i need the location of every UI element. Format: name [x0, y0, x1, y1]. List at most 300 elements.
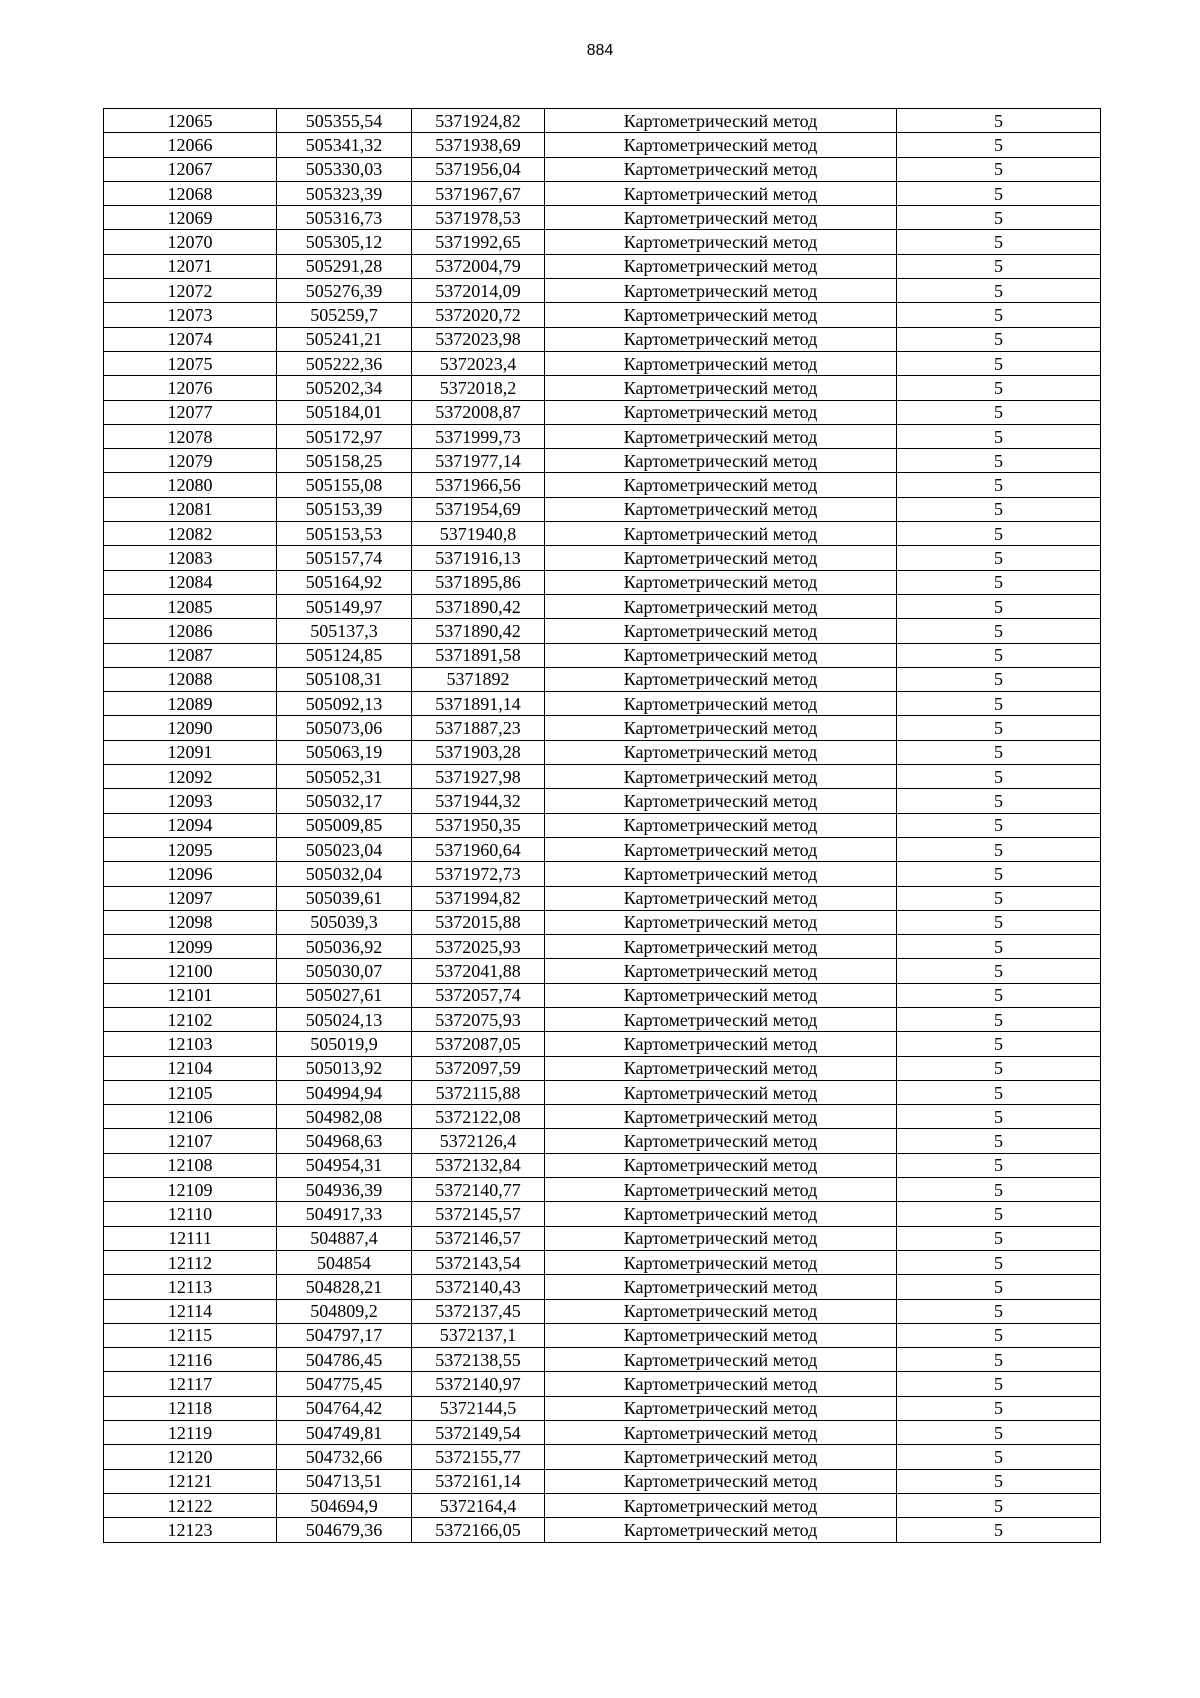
method-cell: Картометрический метод: [545, 959, 897, 983]
precision-cell: 5: [897, 109, 1101, 133]
precision-cell: 5: [897, 376, 1101, 400]
precision-cell: 5: [897, 959, 1101, 983]
precision-cell: 5: [897, 716, 1101, 740]
point-number-cell: 12095: [104, 837, 277, 861]
point-number-cell: 12118: [104, 1396, 277, 1420]
y-coordinate-cell: 5372041,88: [412, 959, 545, 983]
point-number-cell: 12104: [104, 1056, 277, 1080]
table-row: [104, 279, 1101, 303]
y-coordinate-cell: 5371966,56: [412, 473, 545, 497]
point-number-cell: 12083: [104, 546, 277, 570]
y-coordinate-cell: 5372087,05: [412, 1032, 545, 1056]
precision-cell: 5: [897, 570, 1101, 594]
precision-cell: 5: [897, 522, 1101, 546]
method-cell: Картометрический метод: [545, 886, 897, 910]
precision-cell: 5: [897, 1056, 1101, 1080]
table-row: [104, 740, 1101, 764]
x-coordinate-cell: 505024,13: [277, 1007, 412, 1031]
x-coordinate-cell: 504764,42: [277, 1396, 412, 1420]
precision-cell: 5: [897, 133, 1101, 157]
table-row: [104, 1299, 1101, 1323]
x-coordinate-cell: 505291,28: [277, 254, 412, 278]
x-coordinate-cell: 505316,73: [277, 206, 412, 230]
y-coordinate-cell: 5371938,69: [412, 133, 545, 157]
precision-cell: 5: [897, 230, 1101, 254]
table-row: [104, 1421, 1101, 1445]
method-cell: Картометрический метод: [545, 1105, 897, 1129]
precision-cell: 5: [897, 813, 1101, 837]
y-coordinate-cell: 5371892: [412, 667, 545, 691]
y-coordinate-cell: 5371940,8: [412, 522, 545, 546]
point-number-cell: 12074: [104, 327, 277, 351]
point-number-cell: 12075: [104, 351, 277, 375]
point-number-cell: 12093: [104, 789, 277, 813]
method-cell: Картометрический метод: [545, 813, 897, 837]
y-coordinate-cell: 5372155,77: [412, 1445, 545, 1469]
method-cell: Картометрический метод: [545, 765, 897, 789]
table-row: [104, 327, 1101, 351]
x-coordinate-cell: 504797,17: [277, 1323, 412, 1347]
precision-cell: 5: [897, 910, 1101, 934]
x-coordinate-cell: 504775,45: [277, 1372, 412, 1396]
point-number-cell: 12065: [104, 109, 277, 133]
table-row: [104, 910, 1101, 934]
precision-cell: 5: [897, 181, 1101, 205]
precision-cell: 5: [897, 1348, 1101, 1372]
table-row: [104, 862, 1101, 886]
precision-cell: 5: [897, 1275, 1101, 1299]
point-number-cell: 12094: [104, 813, 277, 837]
method-cell: Картометрический метод: [545, 133, 897, 157]
table-row: [104, 935, 1101, 959]
y-coordinate-cell: 5372137,1: [412, 1323, 545, 1347]
point-number-cell: 12110: [104, 1202, 277, 1226]
point-number-cell: 12084: [104, 570, 277, 594]
x-coordinate-cell: 505092,13: [277, 692, 412, 716]
point-number-cell: 12077: [104, 400, 277, 424]
point-number-cell: 12114: [104, 1299, 277, 1323]
point-number-cell: 12071: [104, 254, 277, 278]
x-coordinate-cell: 505030,07: [277, 959, 412, 983]
method-cell: Картометрический метод: [545, 1032, 897, 1056]
table-row: [104, 1032, 1101, 1056]
table-row: [104, 376, 1101, 400]
table-row: [104, 133, 1101, 157]
method-cell: Картометрический метод: [545, 351, 897, 375]
table-row: [104, 1348, 1101, 1372]
y-coordinate-cell: 5372146,57: [412, 1226, 545, 1250]
table-row: [104, 983, 1101, 1007]
x-coordinate-cell: 504982,08: [277, 1105, 412, 1129]
precision-cell: 5: [897, 1250, 1101, 1274]
x-coordinate-cell: 505032,04: [277, 862, 412, 886]
table-row: [104, 400, 1101, 424]
method-cell: Картометрический метод: [545, 473, 897, 497]
x-coordinate-cell: 505184,01: [277, 400, 412, 424]
point-number-cell: 12120: [104, 1445, 277, 1469]
precision-cell: 5: [897, 594, 1101, 618]
y-coordinate-cell: 5371891,14: [412, 692, 545, 716]
point-number-cell: 12069: [104, 206, 277, 230]
table-row: [104, 1080, 1101, 1104]
table-row: [104, 619, 1101, 643]
x-coordinate-cell: 504828,21: [277, 1275, 412, 1299]
precision-cell: 5: [897, 619, 1101, 643]
y-coordinate-cell: 5371967,67: [412, 181, 545, 205]
method-cell: Картометрический метод: [545, 862, 897, 886]
coordinates-table: [103, 108, 1101, 1543]
x-coordinate-cell: 504887,4: [277, 1226, 412, 1250]
method-cell: Картометрический метод: [545, 983, 897, 1007]
point-number-cell: 12105: [104, 1080, 277, 1104]
table-row: [104, 1445, 1101, 1469]
table-row: [104, 1518, 1101, 1542]
point-number-cell: 12122: [104, 1493, 277, 1517]
y-coordinate-cell: 5372020,72: [412, 303, 545, 327]
x-coordinate-cell: 505155,08: [277, 473, 412, 497]
x-coordinate-cell: 505052,31: [277, 765, 412, 789]
method-cell: Картометрический метод: [545, 327, 897, 351]
point-number-cell: 12107: [104, 1129, 277, 1153]
y-coordinate-cell: 5371972,73: [412, 862, 545, 886]
method-cell: Картометрический метод: [545, 376, 897, 400]
point-number-cell: 12116: [104, 1348, 277, 1372]
x-coordinate-cell: 505009,85: [277, 813, 412, 837]
precision-cell: 5: [897, 1105, 1101, 1129]
y-coordinate-cell: 5372149,54: [412, 1421, 545, 1445]
method-cell: Картометрический метод: [545, 1007, 897, 1031]
y-coordinate-cell: 5372014,09: [412, 279, 545, 303]
table-row: [104, 1372, 1101, 1396]
method-cell: Картометрический метод: [545, 1080, 897, 1104]
x-coordinate-cell: 505259,7: [277, 303, 412, 327]
method-cell: Картометрический метод: [545, 303, 897, 327]
table-row: [104, 1275, 1101, 1299]
x-coordinate-cell: 505276,39: [277, 279, 412, 303]
y-coordinate-cell: 5371977,14: [412, 449, 545, 473]
y-coordinate-cell: 5371994,82: [412, 886, 545, 910]
precision-cell: 5: [897, 327, 1101, 351]
precision-cell: 5: [897, 1129, 1101, 1153]
point-number-cell: 12089: [104, 692, 277, 716]
y-coordinate-cell: 5371890,42: [412, 594, 545, 618]
precision-cell: 5: [897, 692, 1101, 716]
point-number-cell: 12082: [104, 522, 277, 546]
point-number-cell: 12100: [104, 959, 277, 983]
x-coordinate-cell: 505341,32: [277, 133, 412, 157]
x-coordinate-cell: 505355,54: [277, 109, 412, 133]
method-cell: Картометрический метод: [545, 1250, 897, 1274]
point-number-cell: 12081: [104, 497, 277, 521]
method-cell: Картометрический метод: [545, 594, 897, 618]
precision-cell: 5: [897, 1445, 1101, 1469]
y-coordinate-cell: 5372004,79: [412, 254, 545, 278]
x-coordinate-cell: 505032,17: [277, 789, 412, 813]
y-coordinate-cell: 5371924,82: [412, 109, 545, 133]
method-cell: Картометрический метод: [545, 910, 897, 934]
method-cell: Картометрический метод: [545, 692, 897, 716]
point-number-cell: 12097: [104, 886, 277, 910]
precision-cell: 5: [897, 1007, 1101, 1031]
x-coordinate-cell: 505023,04: [277, 837, 412, 861]
method-cell: Картометрический метод: [545, 424, 897, 448]
table-row: [104, 643, 1101, 667]
method-cell: Картометрический метод: [545, 1348, 897, 1372]
method-cell: Картометрический метод: [545, 449, 897, 473]
method-cell: Картометрический метод: [545, 1518, 897, 1542]
x-coordinate-cell: 504732,66: [277, 1445, 412, 1469]
method-cell: Картометрический метод: [545, 206, 897, 230]
point-number-cell: 12119: [104, 1421, 277, 1445]
y-coordinate-cell: 5372097,59: [412, 1056, 545, 1080]
point-number-cell: 12068: [104, 181, 277, 205]
method-cell: Картометрический метод: [545, 1396, 897, 1420]
method-cell: Картометрический метод: [545, 740, 897, 764]
precision-cell: 5: [897, 497, 1101, 521]
x-coordinate-cell: 505124,85: [277, 643, 412, 667]
table-row: [104, 1396, 1101, 1420]
y-coordinate-cell: 5371978,53: [412, 206, 545, 230]
x-coordinate-cell: 504713,51: [277, 1469, 412, 1493]
method-cell: Картометрический метод: [545, 1493, 897, 1517]
point-number-cell: 12117: [104, 1372, 277, 1396]
method-cell: Картометрический метод: [545, 1056, 897, 1080]
point-number-cell: 12072: [104, 279, 277, 303]
method-cell: Картометрический метод: [545, 230, 897, 254]
precision-cell: 5: [897, 1372, 1101, 1396]
precision-cell: 5: [897, 157, 1101, 181]
table-row: [104, 230, 1101, 254]
precision-cell: 5: [897, 1202, 1101, 1226]
method-cell: Картометрический метод: [545, 279, 897, 303]
table-row: [104, 1469, 1101, 1493]
y-coordinate-cell: 5371887,23: [412, 716, 545, 740]
precision-cell: 5: [897, 400, 1101, 424]
y-coordinate-cell: 5372140,43: [412, 1275, 545, 1299]
y-coordinate-cell: 5371890,42: [412, 619, 545, 643]
method-cell: Картометрический метод: [545, 716, 897, 740]
table-row: [104, 765, 1101, 789]
precision-cell: 5: [897, 1153, 1101, 1177]
method-cell: Картометрический метод: [545, 522, 897, 546]
table-row: [104, 1493, 1101, 1517]
precision-cell: 5: [897, 303, 1101, 327]
precision-cell: 5: [897, 643, 1101, 667]
x-coordinate-cell: 505137,3: [277, 619, 412, 643]
point-number-cell: 12073: [104, 303, 277, 327]
method-cell: Картометрический метод: [545, 789, 897, 813]
point-number-cell: 12098: [104, 910, 277, 934]
y-coordinate-cell: 5371895,86: [412, 570, 545, 594]
point-number-cell: 12103: [104, 1032, 277, 1056]
method-cell: Картометрический метод: [545, 570, 897, 594]
x-coordinate-cell: 505164,92: [277, 570, 412, 594]
y-coordinate-cell: 5372015,88: [412, 910, 545, 934]
x-coordinate-cell: 505039,61: [277, 886, 412, 910]
method-cell: Картометрический метод: [545, 1469, 897, 1493]
precision-cell: 5: [897, 1518, 1101, 1542]
table-row: [104, 1323, 1101, 1347]
x-coordinate-cell: 505063,19: [277, 740, 412, 764]
method-cell: Картометрический метод: [545, 254, 897, 278]
point-number-cell: 12092: [104, 765, 277, 789]
method-cell: Картометрический метод: [545, 1202, 897, 1226]
precision-cell: 5: [897, 862, 1101, 886]
table-row: [104, 570, 1101, 594]
table-row: [104, 959, 1101, 983]
y-coordinate-cell: 5372132,84: [412, 1153, 545, 1177]
method-cell: Картометрический метод: [545, 1372, 897, 1396]
y-coordinate-cell: 5371960,64: [412, 837, 545, 861]
precision-cell: 5: [897, 424, 1101, 448]
point-number-cell: 12085: [104, 594, 277, 618]
table-row: [104, 1056, 1101, 1080]
table-row: [104, 837, 1101, 861]
table-row: [104, 1153, 1101, 1177]
point-number-cell: 12076: [104, 376, 277, 400]
x-coordinate-cell: 505073,06: [277, 716, 412, 740]
method-cell: Картометрический метод: [545, 619, 897, 643]
method-cell: Картометрический метод: [545, 400, 897, 424]
precision-cell: 5: [897, 1396, 1101, 1420]
coordinates-table-body: [104, 109, 1101, 1543]
method-cell: Картометрический метод: [545, 643, 897, 667]
y-coordinate-cell: 5371927,98: [412, 765, 545, 789]
x-coordinate-cell: 505157,74: [277, 546, 412, 570]
y-coordinate-cell: 5372122,08: [412, 1105, 545, 1129]
x-coordinate-cell: 505019,9: [277, 1032, 412, 1056]
table-row: [104, 1007, 1101, 1031]
point-number-cell: 12108: [104, 1153, 277, 1177]
table-row: [104, 716, 1101, 740]
y-coordinate-cell: 5372143,54: [412, 1250, 545, 1274]
table-row: [104, 181, 1101, 205]
y-coordinate-cell: 5371999,73: [412, 424, 545, 448]
point-number-cell: 12099: [104, 935, 277, 959]
precision-cell: 5: [897, 1469, 1101, 1493]
point-number-cell: 12111: [104, 1226, 277, 1250]
table-row: [104, 1250, 1101, 1274]
method-cell: Картометрический метод: [545, 935, 897, 959]
table-row: [104, 546, 1101, 570]
precision-cell: 5: [897, 1032, 1101, 1056]
precision-cell: 5: [897, 837, 1101, 861]
point-number-cell: 12090: [104, 716, 277, 740]
y-coordinate-cell: 5372138,55: [412, 1348, 545, 1372]
x-coordinate-cell: 504968,63: [277, 1129, 412, 1153]
x-coordinate-cell: 505330,03: [277, 157, 412, 181]
y-coordinate-cell: 5372137,45: [412, 1299, 545, 1323]
point-number-cell: 12109: [104, 1178, 277, 1202]
point-number-cell: 12088: [104, 667, 277, 691]
point-number-cell: 12080: [104, 473, 277, 497]
table-row: [104, 1105, 1101, 1129]
method-cell: Картометрический метод: [545, 181, 897, 205]
method-cell: Картометрический метод: [545, 1178, 897, 1202]
x-coordinate-cell: 504749,81: [277, 1421, 412, 1445]
y-coordinate-cell: 5372057,74: [412, 983, 545, 1007]
table-row: [104, 1226, 1101, 1250]
x-coordinate-cell: 505039,3: [277, 910, 412, 934]
y-coordinate-cell: 5371950,35: [412, 813, 545, 837]
table-row: [104, 449, 1101, 473]
table-row: [104, 522, 1101, 546]
method-cell: Картометрический метод: [545, 1323, 897, 1347]
table-row: [104, 109, 1101, 133]
point-number-cell: 12070: [104, 230, 277, 254]
y-coordinate-cell: 5372145,57: [412, 1202, 545, 1226]
method-cell: Картометрический метод: [545, 1275, 897, 1299]
table-row: [104, 254, 1101, 278]
y-coordinate-cell: 5371916,13: [412, 546, 545, 570]
point-number-cell: 12087: [104, 643, 277, 667]
y-coordinate-cell: 5372008,87: [412, 400, 545, 424]
table-row: [104, 1178, 1101, 1202]
precision-cell: 5: [897, 1178, 1101, 1202]
x-coordinate-cell: 505222,36: [277, 351, 412, 375]
precision-cell: 5: [897, 351, 1101, 375]
method-cell: Картометрический метод: [545, 109, 897, 133]
table-row: [104, 351, 1101, 375]
table-row: [104, 206, 1101, 230]
method-cell: Картометрический метод: [545, 1299, 897, 1323]
point-number-cell: 12121: [104, 1469, 277, 1493]
y-coordinate-cell: 5372140,77: [412, 1178, 545, 1202]
x-coordinate-cell: 505153,39: [277, 497, 412, 521]
x-coordinate-cell: 504679,36: [277, 1518, 412, 1542]
table-row: [104, 473, 1101, 497]
table-row: [104, 813, 1101, 837]
point-number-cell: 12101: [104, 983, 277, 1007]
x-coordinate-cell: 504936,39: [277, 1178, 412, 1202]
point-number-cell: 12096: [104, 862, 277, 886]
y-coordinate-cell: 5372018,2: [412, 376, 545, 400]
table-row: [104, 424, 1101, 448]
point-number-cell: 12067: [104, 157, 277, 181]
x-coordinate-cell: 504694,9: [277, 1493, 412, 1517]
y-coordinate-cell: 5371954,69: [412, 497, 545, 521]
x-coordinate-cell: 505153,53: [277, 522, 412, 546]
method-cell: Картометрический метод: [545, 1226, 897, 1250]
precision-cell: 5: [897, 279, 1101, 303]
y-coordinate-cell: 5371944,32: [412, 789, 545, 813]
y-coordinate-cell: 5371956,04: [412, 157, 545, 181]
x-coordinate-cell: 504809,2: [277, 1299, 412, 1323]
y-coordinate-cell: 5372023,98: [412, 327, 545, 351]
y-coordinate-cell: 5371891,58: [412, 643, 545, 667]
precision-cell: 5: [897, 473, 1101, 497]
y-coordinate-cell: 5372144,5: [412, 1396, 545, 1420]
method-cell: Картометрический метод: [545, 497, 897, 521]
table-row: [104, 886, 1101, 910]
point-number-cell: 12078: [104, 424, 277, 448]
precision-cell: 5: [897, 254, 1101, 278]
x-coordinate-cell: 505305,12: [277, 230, 412, 254]
x-coordinate-cell: 505323,39: [277, 181, 412, 205]
method-cell: Картометрический метод: [545, 837, 897, 861]
precision-cell: 5: [897, 765, 1101, 789]
method-cell: Картометрический метод: [545, 157, 897, 181]
y-coordinate-cell: 5372115,88: [412, 1080, 545, 1104]
point-number-cell: 12086: [104, 619, 277, 643]
x-coordinate-cell: 505241,21: [277, 327, 412, 351]
precision-cell: 5: [897, 546, 1101, 570]
x-coordinate-cell: 505027,61: [277, 983, 412, 1007]
precision-cell: 5: [897, 886, 1101, 910]
precision-cell: 5: [897, 740, 1101, 764]
point-number-cell: 12112: [104, 1250, 277, 1274]
y-coordinate-cell: 5372140,97: [412, 1372, 545, 1396]
